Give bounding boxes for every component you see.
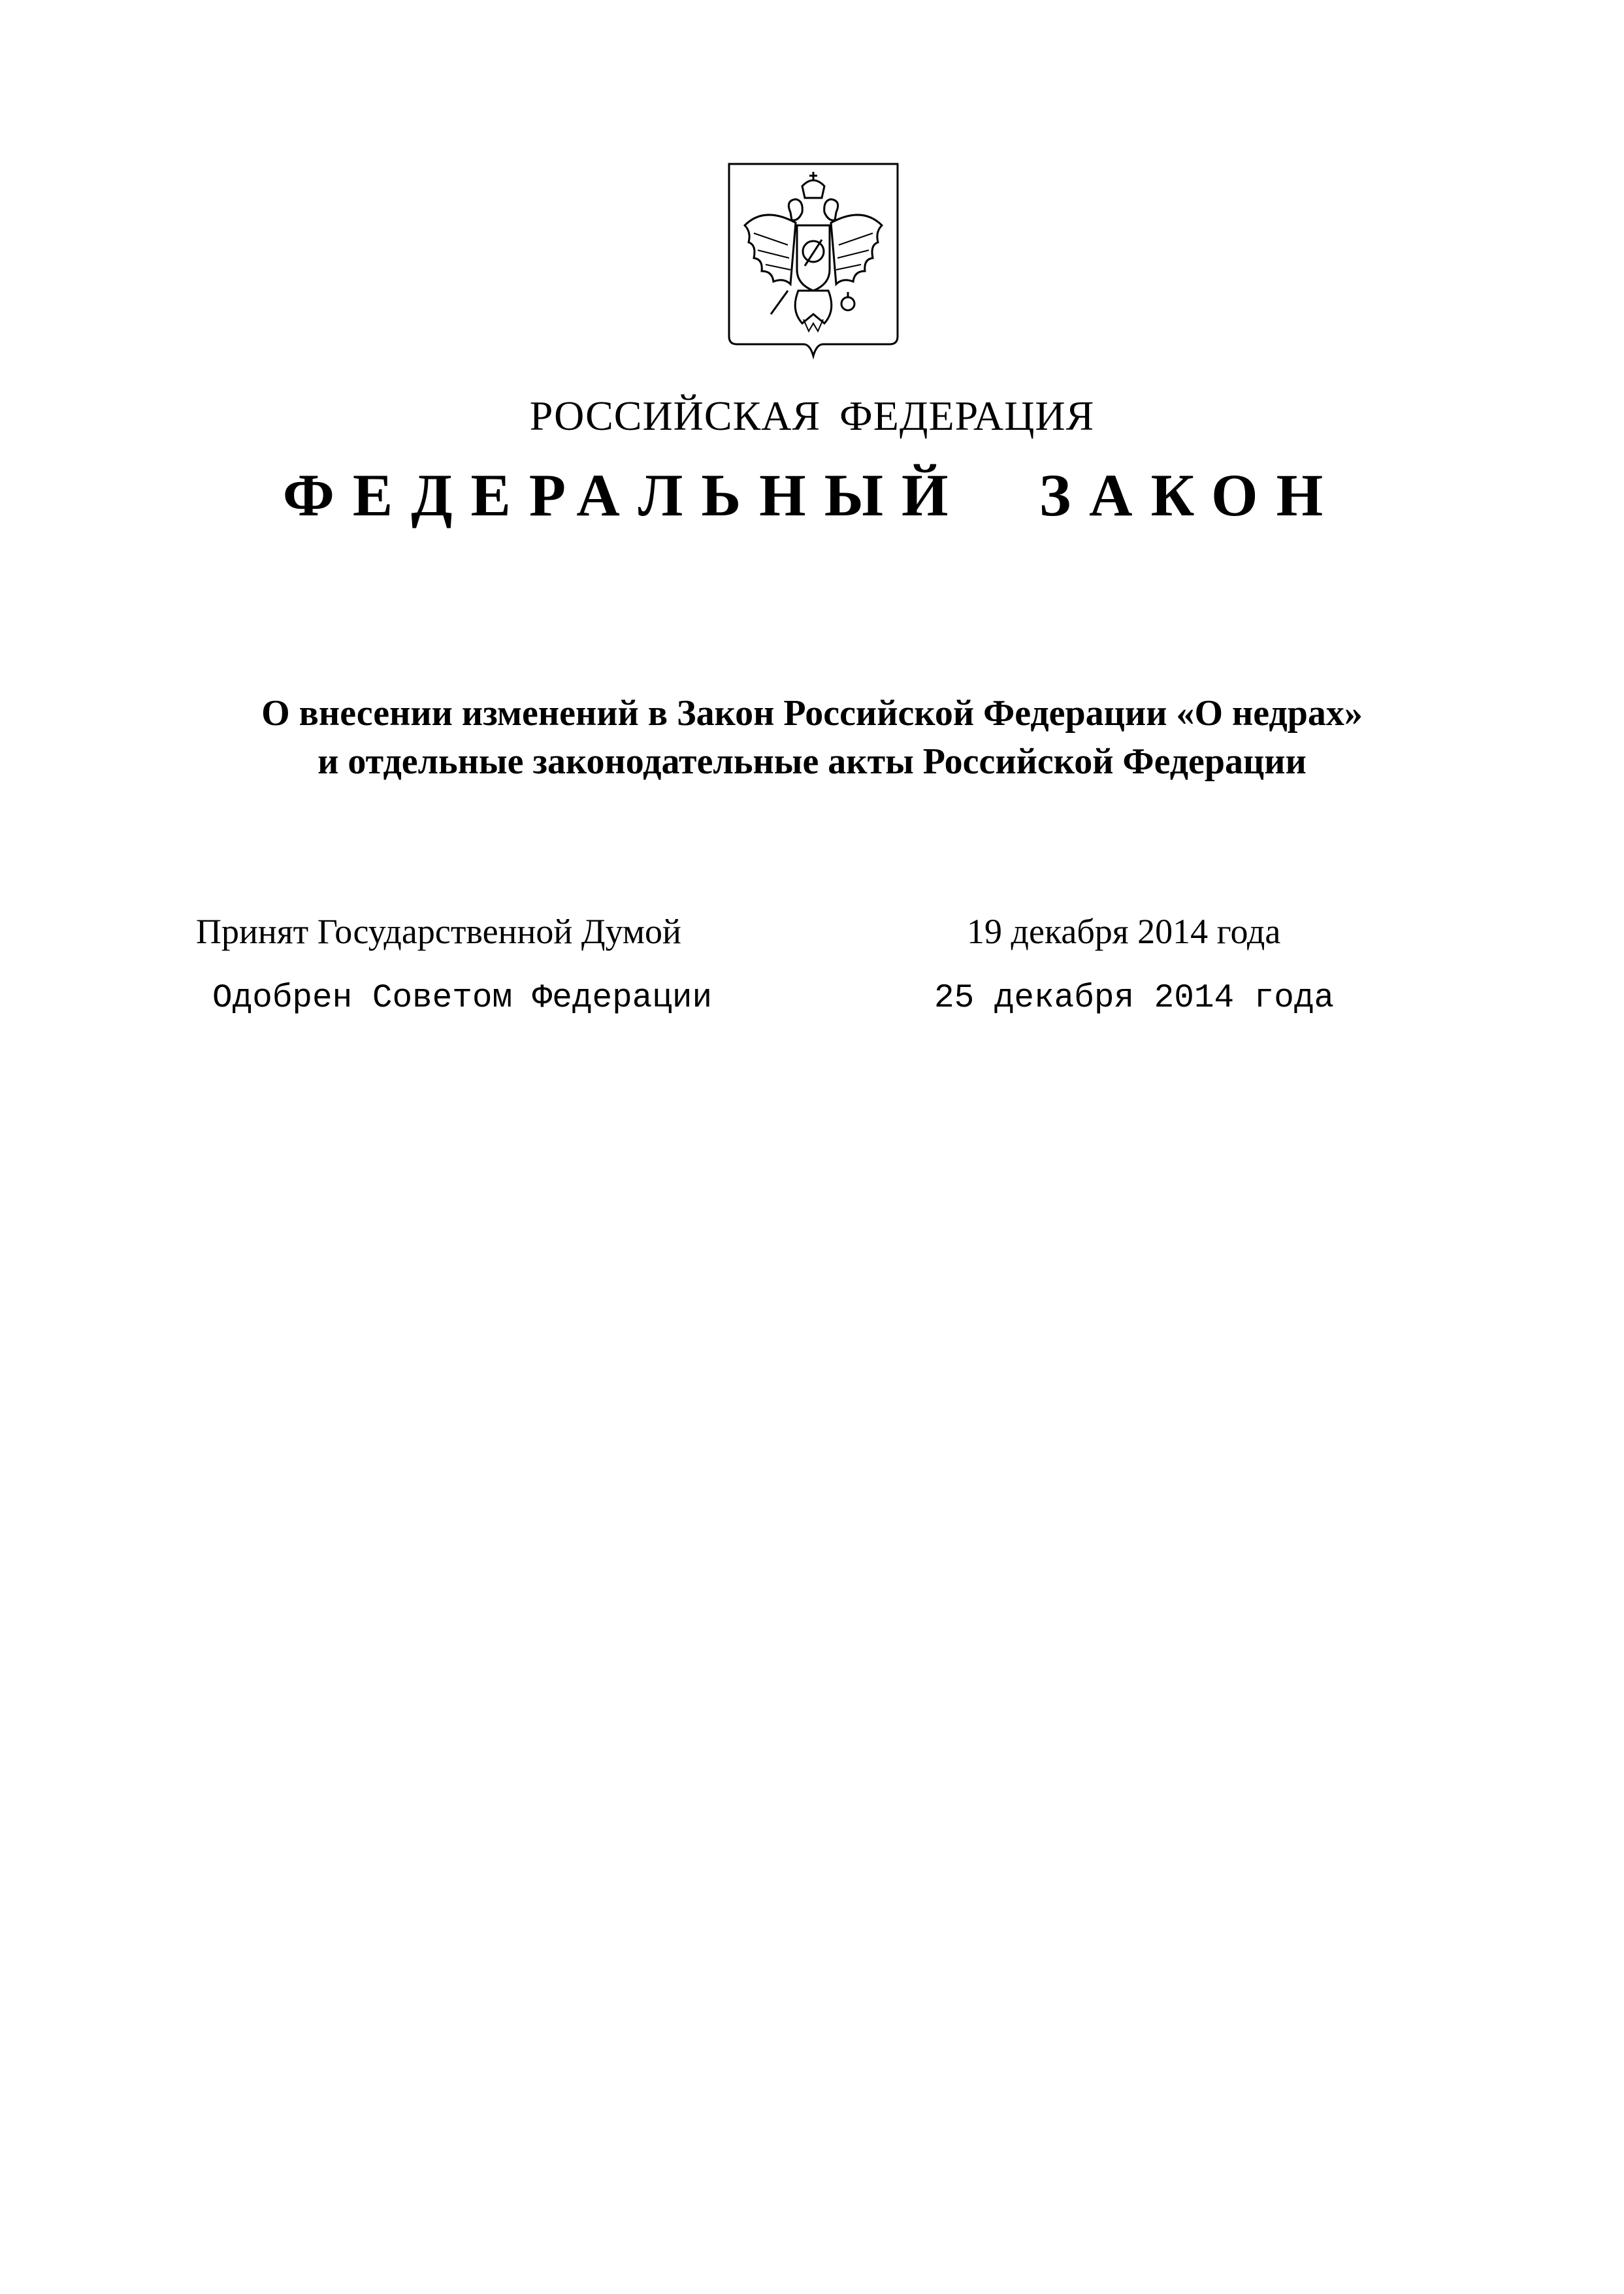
- title-line-2: и отдельные законодательные акты Российской Федерации: [317, 741, 1307, 782]
- adoption-row-duma: [0, 911, 1624, 963]
- council-approval-date: 25 декабря 2014 года: [934, 980, 1335, 1017]
- duma-adoption-label: Принят Государственной Думой: [196, 912, 681, 951]
- russian-coat-of-arms-icon: [725, 160, 901, 363]
- document-type: ФЕДЕРАЛЬНЫЙ ЗАКОН: [282, 462, 1342, 528]
- country-name: РОССИЙСКАЯ ФЕДЕРАЦИЯ: [529, 393, 1095, 439]
- title-line-1: О внесении изменений в Закон Российской Федерации «О недрах»: [261, 693, 1363, 734]
- council-approval-label: Одобрен Советом Федерации: [212, 980, 713, 1017]
- adoption-row-council: [0, 980, 1624, 1032]
- duma-adoption-date: 19 декабря 2014 года: [967, 912, 1281, 951]
- document-title: [0, 689, 1624, 786]
